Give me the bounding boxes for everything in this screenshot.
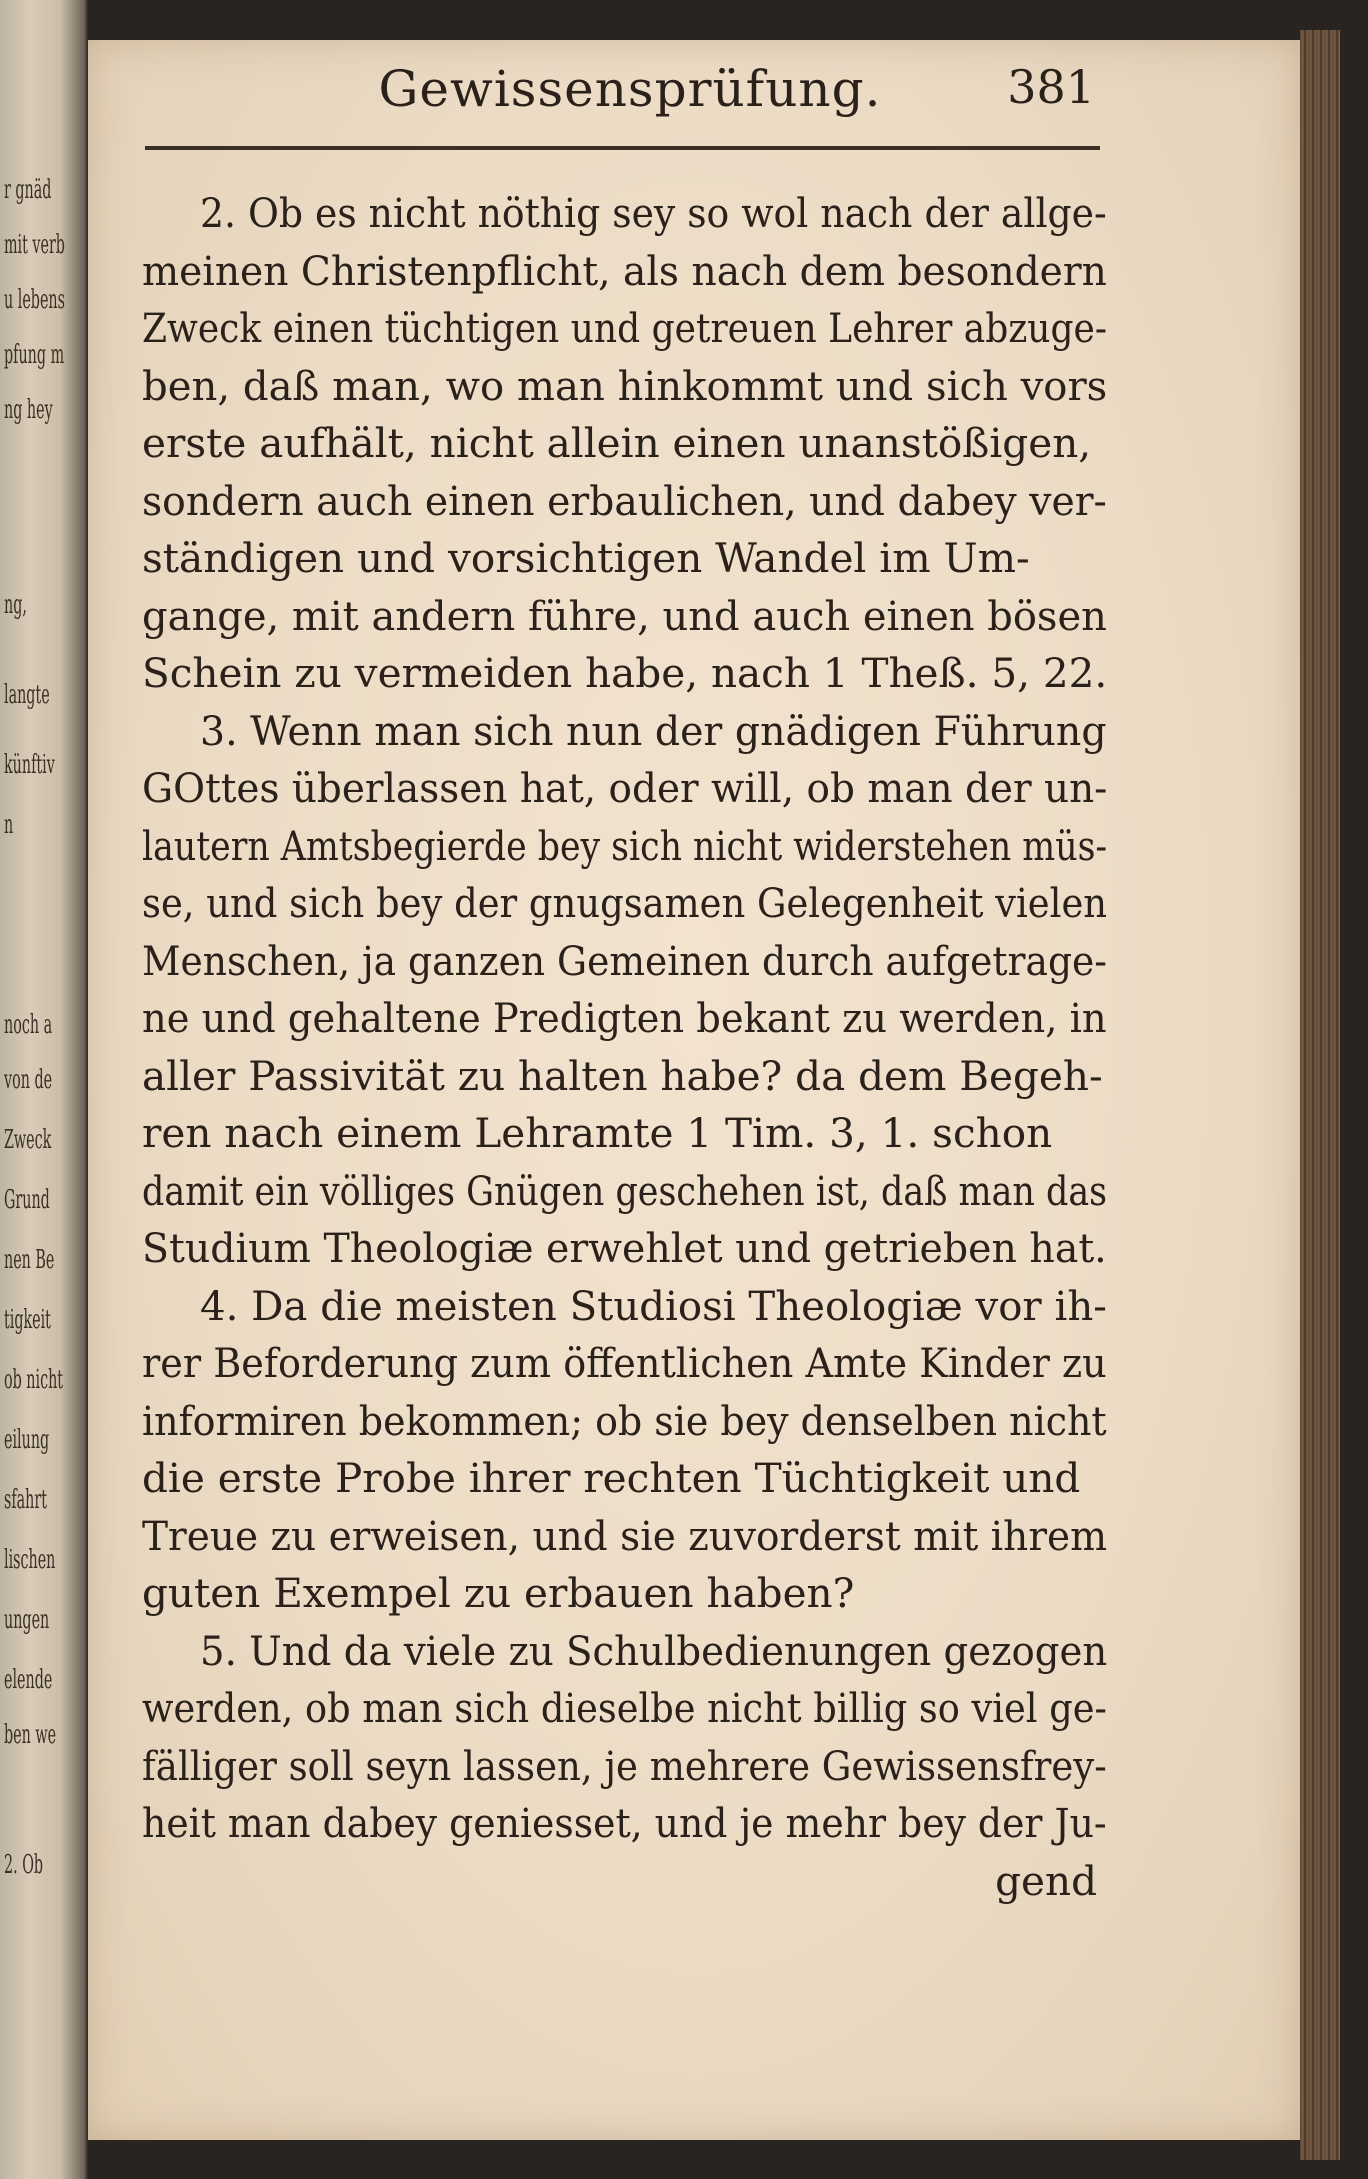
text-line: Schein zu vermeiden habe, nach 1 Theß. 5, 22. bbox=[142, 649, 1108, 697]
text-line: 4. Da die meisten Studiosi Theologiæ vor ih- bbox=[200, 1281, 1107, 1330]
margin-fragment: ob nicht bbox=[4, 1365, 64, 1395]
text-line: fälliger soll seyn lassen, je mehrere Gewissensfrey- bbox=[142, 1741, 1107, 1790]
text-line: ständigen und vorsichtigen Wandel im Um- bbox=[142, 534, 1030, 582]
text-line: 2. Ob es nicht nöthig sey so wol nach der allge- bbox=[200, 189, 1107, 237]
margin-fragment: u lebens bbox=[4, 285, 65, 315]
text-line: se, und sich bey der gnugsamen Gelegenheit vielen bbox=[142, 879, 1108, 927]
margin-fragment: Grund bbox=[4, 1185, 50, 1215]
text-line: erste aufhält, nicht allein einen unanstößigen, bbox=[142, 419, 1092, 467]
margin-fragment: pfung m bbox=[4, 340, 65, 370]
margin-fragment: r gnäd bbox=[4, 175, 52, 205]
margin-fragment: noch a bbox=[4, 1010, 53, 1040]
text-line: rer Beforderung zum öffentlichen Amte Kinder zu bbox=[142, 1339, 1107, 1387]
text-line: meinen Christenpflicht, als nach dem besondern bbox=[142, 246, 1107, 295]
text-line: die erste Probe ihrer rechten Tüchtigkeit und bbox=[142, 1454, 1081, 1502]
text-line: heit man dabey geniesset, und je mehr bey der Ju- bbox=[142, 1799, 1107, 1847]
body-text bbox=[142, 185, 1107, 1910]
margin-fragment: elende bbox=[4, 1665, 53, 1695]
text-line: Studium Theologiæ erwehlet und getrieben hat. bbox=[142, 1224, 1107, 1272]
text-line: guten Exempel zu erbauen haben? bbox=[142, 1569, 855, 1617]
facing-page-strip bbox=[0, 0, 88, 2179]
text-line: damit ein völliges Gnügen geschehen ist, daß man das bbox=[142, 1166, 1108, 1215]
page-header bbox=[135, 60, 1105, 130]
margin-fragment: eilung bbox=[4, 1425, 50, 1455]
text-line: ren nach einem Lehramte 1 Tim. 3, 1. schon bbox=[142, 1109, 1053, 1157]
text-line: GOttes überlassen hat, oder will, ob man der un- bbox=[142, 764, 1108, 812]
margin-fragment: nen Be bbox=[4, 1245, 55, 1275]
text-line: ben, daß man, wo man hinkommt und sich vors bbox=[142, 361, 1108, 410]
margin-fragment: n bbox=[4, 810, 14, 840]
margin-fragment: ng hey bbox=[4, 395, 53, 425]
text-line: lautern Amtsbegierde bey sich nicht widerstehen müs- bbox=[142, 821, 1108, 870]
text-line: informiren bekommen; ob sie bey denselben nicht bbox=[142, 1396, 1107, 1445]
text-line: sondern auch einen erbaulichen, und dabey ver- bbox=[142, 476, 1107, 525]
margin-fragment: Zweck bbox=[4, 1125, 52, 1155]
text-line: gange, mit andern führe, und auch einen bösen bbox=[142, 591, 1107, 640]
text-line: Zweck einen tüchtigen und getreuen Lehrer abzuge- bbox=[142, 304, 1108, 352]
text-line: 3. Wenn man sich nun der gnädigen Führung bbox=[200, 706, 1107, 755]
text-line: aller Passivität zu halten habe? da dem Begeh- bbox=[142, 1051, 1103, 1100]
text-line: Treue zu erweisen, und sie zuvorderst mit ihrem bbox=[142, 1511, 1108, 1560]
header-rule bbox=[145, 146, 1100, 150]
margin-fragment: von de bbox=[4, 1065, 53, 1095]
margin-fragment: mit verb bbox=[4, 230, 65, 260]
text-line: ne und gehaltene Predigten bekant zu werden, in bbox=[142, 994, 1107, 1042]
margin-fragment: ungen bbox=[4, 1605, 50, 1635]
margin-fragment: 2. Ob bbox=[4, 1850, 44, 1880]
background-edge bbox=[1340, 0, 1368, 2179]
margin-fragment: ben we bbox=[4, 1720, 57, 1750]
text-line: Menschen, ja ganzen Gemeinen durch aufgetrage- bbox=[142, 936, 1107, 985]
margin-fragment: langte bbox=[4, 680, 50, 710]
page-edges bbox=[1300, 30, 1340, 2160]
margin-fragment: künftiv bbox=[4, 750, 55, 780]
margin-fragment: sfahrt bbox=[4, 1485, 47, 1515]
text-line: 5. Und da viele zu Schulbedienungen gezogen bbox=[200, 1626, 1108, 1675]
margin-fragment: ng, bbox=[4, 590, 27, 620]
running-title: Gewissensprüfung. bbox=[378, 60, 882, 118]
margin-fragment: lischen bbox=[4, 1545, 56, 1575]
text-line: werden, ob man sich dieselbe nicht billig so viel ge- bbox=[142, 1684, 1107, 1732]
margin-fragment: tigkeit bbox=[4, 1305, 51, 1335]
catchword: gend bbox=[995, 1856, 1097, 1905]
page-number: 381 bbox=[1007, 60, 1095, 114]
